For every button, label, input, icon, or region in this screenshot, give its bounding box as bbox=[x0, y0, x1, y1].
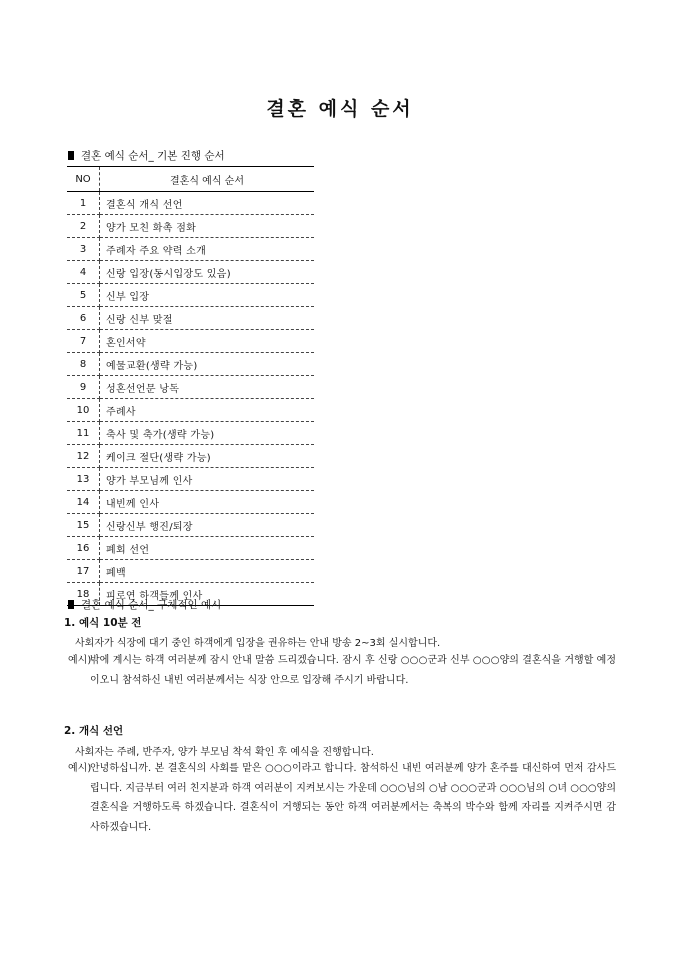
table-row bbox=[67, 353, 314, 376]
row-step: 성혼선언문 낭독 bbox=[100, 376, 315, 399]
row-number: 7 bbox=[67, 330, 100, 353]
row-step: 케이크 절단(생략 가능) bbox=[100, 445, 315, 468]
row-step: 축사 및 축가(생략 가능) bbox=[100, 422, 315, 445]
section-heading-text: 결혼 예식 순서_ 기본 진행 순서 bbox=[81, 150, 225, 162]
example-1-description: 사회자가 식장에 대기 중인 하객에게 입장을 권유하는 안내 방송 2~3회 실시합니다. bbox=[75, 638, 441, 649]
row-step: 주례자 주요 약력 소개 bbox=[100, 238, 315, 261]
table-row bbox=[67, 422, 314, 445]
table-row bbox=[67, 468, 314, 491]
table-row bbox=[67, 514, 314, 537]
example-2-title: 2. 개식 선언 bbox=[64, 725, 124, 737]
section-heading-examples bbox=[68, 597, 221, 612]
example-1-text: 밖에 계시는 하객 여러분께 잠시 안내 말씀 드리겠습니다. 잠시 후 신랑 ○○○군과 신부 ○○○양의 결혼식을 거행할 예정이오니 참석하신 내빈 여러분께서는 식장 안으로 입장해 주시기 바랍니다. bbox=[90, 655, 616, 686]
row-step: 결혼식 개식 선언 bbox=[100, 192, 315, 215]
table-row bbox=[67, 491, 314, 514]
row-step: 양가 부모님께 인사 bbox=[100, 468, 315, 491]
row-step: 양가 모친 화촉 점화 bbox=[100, 215, 315, 238]
table-row bbox=[67, 537, 314, 560]
row-step: 신랑신부 행진/퇴장 bbox=[100, 514, 315, 537]
row-number: 2 bbox=[67, 215, 100, 238]
table-row bbox=[67, 330, 314, 353]
table-header-row bbox=[67, 167, 314, 192]
row-number: 9 bbox=[67, 376, 100, 399]
section-heading-text: 결혼 예식 순서_ 구체적인 예시 bbox=[81, 599, 222, 611]
wedding-order-table bbox=[67, 166, 314, 606]
example-1-title: 1. 예식 10분 전 bbox=[64, 617, 142, 629]
table-row bbox=[67, 284, 314, 307]
example-2-block bbox=[68, 759, 616, 837]
row-number: 12 bbox=[67, 445, 100, 468]
row-number: 10 bbox=[67, 399, 100, 422]
row-number: 1 bbox=[67, 192, 100, 215]
row-step: 피로연 하객들께 인사 bbox=[100, 583, 315, 606]
row-number: 14 bbox=[67, 491, 100, 514]
table-row bbox=[67, 261, 314, 284]
row-number: 16 bbox=[67, 537, 100, 560]
example-2-description: 사회자는 주례, 반주자, 양가 부모님 착석 확인 후 예식을 진행합니다. bbox=[75, 747, 374, 758]
row-step: 주례사 bbox=[100, 399, 315, 422]
bullet-square-icon bbox=[68, 151, 74, 160]
row-step: 신랑 입장(동시입장도 있음) bbox=[100, 261, 315, 284]
example-2-text: 안녕하십니까. 본 결혼식의 사회를 맡은 ○○○이라고 합니다. 참석하신 내빈 여러분께 양가 혼주를 대신하여 먼저 감사드립니다. 지금부터 여러 친지분과 하객 여러분이 지켜보시는 가운데 ○○○님의 ○남 ○○○군과 ○○○님의 ○녀 ○○○양의 결혼식을 거행하도록 하겠습니다. 결혼식이 거행되는 동안 하객 여러분께서는 축복의 박수와 함께 자리를 지켜주시면 감사하겠습니다. bbox=[90, 763, 616, 833]
table-row bbox=[67, 215, 314, 238]
example-1-block bbox=[68, 651, 616, 690]
table-row bbox=[67, 192, 314, 215]
example-label: 예시) bbox=[68, 763, 92, 774]
row-step: 신부 입장 bbox=[100, 284, 315, 307]
row-step: 내빈께 인사 bbox=[100, 491, 315, 514]
table-row bbox=[67, 399, 314, 422]
example-label: 예시) bbox=[68, 655, 92, 666]
row-number: 6 bbox=[67, 307, 100, 330]
row-step: 폐백 bbox=[100, 560, 315, 583]
section-heading-basic-order bbox=[68, 148, 225, 163]
row-number: 8 bbox=[67, 353, 100, 376]
row-number: 5 bbox=[67, 284, 100, 307]
row-step: 혼인서약 bbox=[100, 330, 315, 353]
row-number: 17 bbox=[67, 560, 100, 583]
table-row bbox=[67, 445, 314, 468]
table-row bbox=[67, 307, 314, 330]
row-number: 3 bbox=[67, 238, 100, 261]
bullet-square-icon bbox=[68, 600, 74, 609]
table-row bbox=[67, 238, 314, 261]
row-number: 13 bbox=[67, 468, 100, 491]
row-number: 11 bbox=[67, 422, 100, 445]
row-number: 4 bbox=[67, 261, 100, 284]
column-header-no: NO bbox=[67, 167, 100, 192]
row-number: 15 bbox=[67, 514, 100, 537]
table-row bbox=[67, 560, 314, 583]
column-header-step: 결혼식 예식 순서 bbox=[100, 167, 315, 192]
table-row bbox=[67, 376, 314, 399]
row-step: 예물교환(생략 가능) bbox=[100, 353, 315, 376]
page-title: 결혼 예식 순서 bbox=[266, 98, 414, 120]
row-step: 폐회 선언 bbox=[100, 537, 315, 560]
row-step: 신랑 신부 맞절 bbox=[100, 307, 315, 330]
row-number: 18 bbox=[67, 583, 100, 606]
